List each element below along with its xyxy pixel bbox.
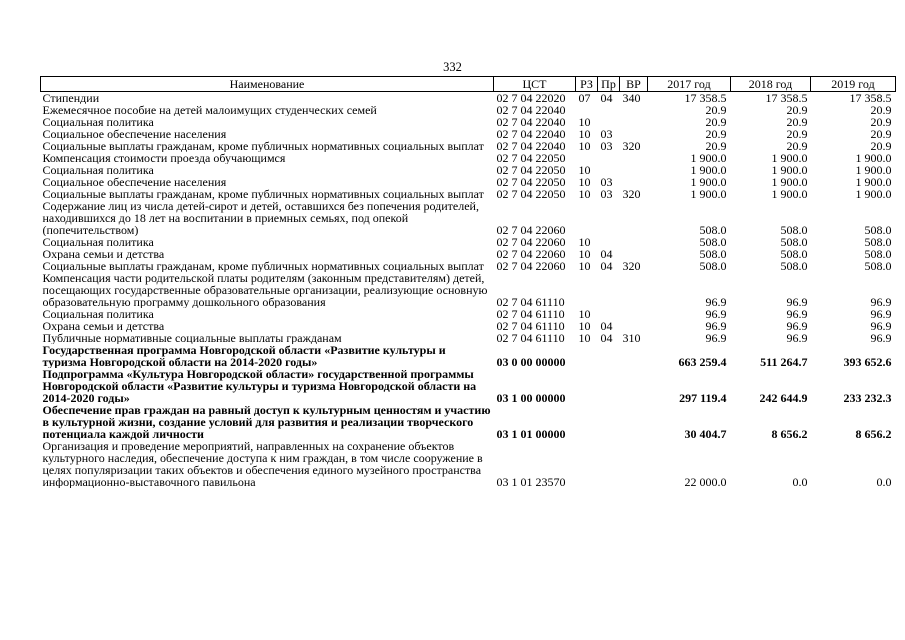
row-2019-cell: 8 656.2 [855, 427, 892, 440]
row-rz-cell: 10 [578, 140, 591, 152]
row-2019-cell: 508.0 [864, 260, 892, 272]
row-rz-cell [576, 368, 598, 404]
row-2019-cell: 20.9 [870, 128, 892, 140]
table-row [41, 368, 896, 404]
row-cst-cell: 02 7 04 22060 [496, 260, 566, 272]
row-pr-cell: 03 [600, 128, 613, 140]
row-2018-cell: 508.0 [780, 248, 808, 260]
row-2019-cell: 96.9 [870, 320, 892, 332]
row-2019-cell: 1 900.0 [855, 152, 892, 164]
row-vr-cell [620, 344, 648, 368]
row-name-cell: Охрана семьи и детства [42, 248, 165, 260]
table-row [41, 128, 896, 140]
row-rz-cell: 10 [578, 176, 591, 188]
table-row [41, 344, 896, 368]
row-2017-cell: 508.0 [699, 236, 727, 248]
row-rz-cell: 07 [578, 91, 591, 104]
row-2017-cell: 663 259.4 [678, 355, 727, 368]
row-vr-cell [620, 404, 648, 440]
table-row [41, 164, 896, 176]
row-rz-cell: 10 [578, 116, 591, 128]
table-row [41, 332, 896, 344]
row-vr-cell [620, 308, 648, 320]
row-2019-cell: 1 900.0 [855, 164, 892, 176]
row-name-cell: Ежемесячное пособие на детей малоимущих студенческих семей [42, 104, 377, 116]
column-header-cst: ЦСТ [494, 77, 576, 92]
row-2017-cell: 96.9 [705, 295, 727, 308]
row-pr-cell [598, 440, 620, 488]
row-2019-cell: 20.9 [870, 140, 892, 152]
row-rz-cell: 10 [578, 164, 591, 176]
row-vr-cell [620, 116, 648, 128]
row-name-cell: Компенсация стоимости проезда обучающимся [42, 152, 286, 164]
row-2019-cell: 96.9 [870, 295, 892, 308]
table-header-row [41, 77, 896, 92]
row-pr-cell [598, 104, 620, 116]
row-2017-cell: 508.0 [699, 248, 727, 260]
row-name-cell: Социальные выплаты гражданам, кроме публичных нормативных социальных выплат [42, 260, 484, 272]
table-row [41, 200, 896, 236]
row-name-cell: Социальная политика [42, 308, 154, 320]
row-cst-cell: 02 7 04 61110 [496, 308, 565, 320]
row-2017-cell: 20.9 [705, 116, 727, 128]
row-2017-cell: 1 900.0 [690, 176, 727, 188]
row-vr-cell [620, 176, 648, 188]
row-pr-cell: 04 [600, 260, 613, 272]
row-2019-cell: 1 900.0 [855, 176, 892, 188]
row-2019-cell: 0.0 [876, 475, 892, 488]
row-2018-cell: 0.0 [792, 475, 808, 488]
row-name-cell: Социальное обеспечение населения [42, 176, 227, 188]
row-rz-cell: 10 [578, 332, 591, 344]
column-header-name: Наименование [41, 77, 494, 92]
row-rz-cell: 10 [578, 260, 591, 272]
column-header-2017: 2017 год [648, 77, 731, 92]
row-2017-cell: 96.9 [705, 320, 727, 332]
row-2019-cell: 1 900.0 [855, 188, 892, 200]
row-pr-cell [598, 236, 620, 248]
row-vr-cell [620, 440, 648, 488]
row-2017-cell: 20.9 [705, 128, 727, 140]
column-header-2018: 2018 год [731, 77, 811, 92]
row-pr-cell [598, 164, 620, 176]
row-pr-cell [598, 116, 620, 128]
row-2018-cell: 508.0 [780, 223, 808, 236]
row-2019-cell: 233 232.3 [843, 391, 892, 404]
row-2018-cell: 1 900.0 [771, 176, 808, 188]
row-vr-cell: 320 [622, 140, 641, 152]
row-cst-cell: 02 7 04 22040 [496, 104, 566, 116]
row-pr-cell [598, 308, 620, 320]
row-rz-cell [576, 344, 598, 368]
row-name-cell: Обеспечение прав граждан на равный доступ к культурным ценностям и участию в культурной жизни, создание условий для развития и реализации творческого потенциала каждой личности [42, 404, 491, 440]
row-pr-cell: 04 [600, 332, 613, 344]
row-2017-cell: 20.9 [705, 140, 727, 152]
table-row [41, 440, 896, 488]
row-2019-cell: 96.9 [870, 308, 892, 320]
row-cst-cell: 02 7 04 22060 [496, 236, 566, 248]
row-pr-cell: 03 [600, 188, 613, 200]
table-row [41, 404, 896, 440]
row-cst-cell: 03 0 00 00000 [496, 355, 566, 368]
row-cst-cell: 02 7 04 22040 [496, 128, 566, 140]
column-header-vr: ВР [620, 77, 648, 92]
row-2017-cell: 20.9 [705, 104, 727, 116]
row-pr-cell [598, 272, 620, 308]
row-name-cell: Подпрограмма «Культура Новгородской области» государственной программы Новгородской области «Развитие культуры и туризма Новгородской области на 2014-2020 годы» [42, 368, 477, 404]
column-header-pr: Пр [598, 77, 620, 92]
row-pr-cell [598, 152, 620, 164]
row-vr-cell [620, 104, 648, 116]
row-2019-cell: 17 358.5 [849, 91, 892, 104]
row-rz-cell: 10 [578, 188, 591, 200]
row-2019-cell: 20.9 [870, 116, 892, 128]
row-2018-cell: 96.9 [786, 320, 808, 332]
row-rz-cell: 10 [578, 248, 591, 260]
row-2017-cell: 297 119.4 [679, 391, 727, 404]
column-header-rz: РЗ [576, 77, 598, 92]
row-name-cell: Охрана семьи и детства [42, 320, 165, 332]
row-pr-cell [598, 368, 620, 404]
table-row [41, 188, 896, 200]
row-2018-cell: 8 656.2 [771, 427, 808, 440]
row-name-cell: Стипендии [42, 91, 100, 104]
table-row [41, 140, 896, 152]
row-2018-cell: 508.0 [780, 260, 808, 272]
row-2017-cell: 508.0 [699, 260, 727, 272]
row-vr-cell: 340 [622, 91, 641, 104]
row-vr-cell [620, 236, 648, 248]
row-rz-cell: 10 [578, 320, 591, 332]
row-vr-cell [620, 200, 648, 236]
row-name-cell: Социальная политика [42, 236, 154, 248]
row-2019-cell: 508.0 [864, 248, 892, 260]
row-cst-cell: 02 7 04 61110 [496, 320, 565, 332]
table-body [41, 92, 896, 489]
row-2019-cell: 393 652.6 [843, 355, 892, 368]
row-name-cell: Социальное обеспечение населения [42, 128, 227, 140]
row-name-cell: Социальные выплаты гражданам, кроме публичных нормативных социальных выплат [42, 188, 484, 200]
row-cst-cell: 02 7 04 61110 [496, 332, 565, 344]
table-row [41, 176, 896, 188]
row-2018-cell: 242 644.9 [759, 391, 808, 404]
row-pr-cell [598, 404, 620, 440]
row-2019-cell: 20.9 [870, 104, 892, 116]
table-row [41, 104, 896, 116]
row-2017-cell: 1 900.0 [690, 164, 727, 176]
row-rz-cell [576, 200, 598, 236]
row-pr-cell [598, 344, 620, 368]
row-cst-cell: 02 7 04 22050 [496, 176, 566, 188]
row-2017-cell: 96.9 [705, 308, 727, 320]
row-cst-cell: 03 1 01 23570 [496, 475, 566, 488]
row-2018-cell: 1 900.0 [771, 188, 808, 200]
table-row [41, 248, 896, 260]
row-2017-cell: 1 900.0 [690, 152, 727, 164]
row-rz-cell [576, 104, 598, 116]
row-name-cell: Социальная политика [42, 164, 154, 176]
row-2018-cell: 96.9 [786, 332, 808, 344]
row-2019-cell: 508.0 [864, 236, 892, 248]
row-2018-cell: 20.9 [786, 104, 808, 116]
row-name-cell: Социальные выплаты гражданам, кроме публичных нормативных социальных выплат [42, 140, 484, 152]
page-number: 332 [443, 60, 462, 74]
row-pr-cell: 03 [600, 140, 613, 152]
row-2018-cell: 1 900.0 [771, 164, 808, 176]
row-rz-cell [576, 404, 598, 440]
row-rz-cell: 10 [578, 128, 591, 140]
row-2017-cell: 1 900.0 [690, 188, 727, 200]
row-cst-cell: 02 7 04 22050 [496, 152, 566, 164]
row-2019-cell: 508.0 [864, 223, 892, 236]
row-cst-cell: 02 7 04 61110 [496, 295, 565, 308]
row-2018-cell: 508.0 [780, 236, 808, 248]
row-name-cell: Содержание лиц из числа детей-сирот и детей, оставшихся без попечения родителей, находившихся до 18 лет на воспитании в приемных семьях, под опекой (попечительством) [42, 200, 479, 236]
row-pr-cell: 04 [600, 91, 613, 104]
row-vr-cell [620, 152, 648, 164]
row-rz-cell: 10 [578, 308, 591, 320]
table-row [41, 236, 896, 248]
row-rz-cell [576, 272, 598, 308]
table-row [41, 152, 896, 164]
row-vr-cell [620, 272, 648, 308]
row-pr-cell: 04 [600, 320, 613, 332]
row-name-cell: Организация и проведение мероприятий, направленных на сохранение объектов культурного наследия, обеспечение доступа к ним граждан, в том числе сооружение в целях популяризации таких объектов и обеспечения единого музейного пространства информационно-выставочного павильона [42, 440, 483, 488]
row-cst-cell: 02 7 04 22050 [496, 188, 566, 200]
row-pr-cell: 03 [600, 176, 613, 188]
row-2017-cell: 96.9 [705, 332, 727, 344]
row-cst-cell: 03 1 00 00000 [496, 391, 566, 404]
row-vr-cell [620, 164, 648, 176]
row-name-cell: Государственная программа Новгородской области «Развитие культуры и туризма Новгородской области на 2014-2020 годы» [42, 344, 446, 368]
row-cst-cell: 02 7 04 22020 [496, 91, 566, 104]
row-pr-cell [598, 200, 620, 236]
row-2018-cell: 96.9 [786, 308, 808, 320]
row-vr-cell: 320 [622, 260, 641, 272]
row-2017-cell: 508.0 [699, 223, 727, 236]
table-row [41, 92, 896, 105]
column-header-2019: 2019 год [811, 77, 896, 92]
row-cst-cell: 03 1 01 00000 [496, 427, 566, 440]
row-2018-cell: 20.9 [786, 140, 808, 152]
row-cst-cell: 02 7 04 22040 [496, 116, 566, 128]
row-vr-cell [620, 128, 648, 140]
table-row [41, 272, 896, 308]
row-rz-cell [576, 440, 598, 488]
row-vr-cell [620, 248, 648, 260]
table-row [41, 116, 896, 128]
table-row [41, 308, 896, 320]
row-2018-cell: 20.9 [786, 128, 808, 140]
row-cst-cell: 02 7 04 22050 [496, 164, 566, 176]
row-rz-cell [576, 152, 598, 164]
row-2017-cell: 30 404.7 [684, 427, 727, 440]
row-vr-cell [620, 368, 648, 404]
table-row [41, 260, 896, 272]
row-vr-cell: 310 [622, 332, 641, 344]
row-vr-cell [620, 320, 648, 332]
row-2018-cell: 20.9 [786, 116, 808, 128]
row-name-cell: Публичные нормативные социальные выплаты гражданам [42, 332, 342, 344]
row-cst-cell: 02 7 04 22060 [496, 223, 566, 236]
row-pr-cell: 04 [600, 248, 613, 260]
row-2018-cell: 511 264.7 [760, 355, 808, 368]
row-2017-cell: 22 000.0 [684, 475, 727, 488]
row-cst-cell: 02 7 04 22040 [496, 140, 566, 152]
table-row [41, 320, 896, 332]
row-cst-cell: 02 7 04 22060 [496, 248, 566, 260]
budget-table [40, 76, 896, 488]
row-2017-cell: 17 358.5 [684, 91, 727, 104]
row-2018-cell: 96.9 [786, 295, 808, 308]
row-2018-cell: 1 900.0 [771, 152, 808, 164]
row-vr-cell: 320 [622, 188, 641, 200]
row-2019-cell: 96.9 [870, 332, 892, 344]
row-name-cell: Компенсация части родительской платы родителям (законным представителям) детей, посещающих государственные образовательные организации, реализующие основную образовательную программу дошкольного образования [42, 272, 488, 308]
row-name-cell: Социальная политика [42, 116, 154, 128]
row-rz-cell: 10 [578, 236, 591, 248]
row-2018-cell: 17 358.5 [765, 91, 808, 104]
